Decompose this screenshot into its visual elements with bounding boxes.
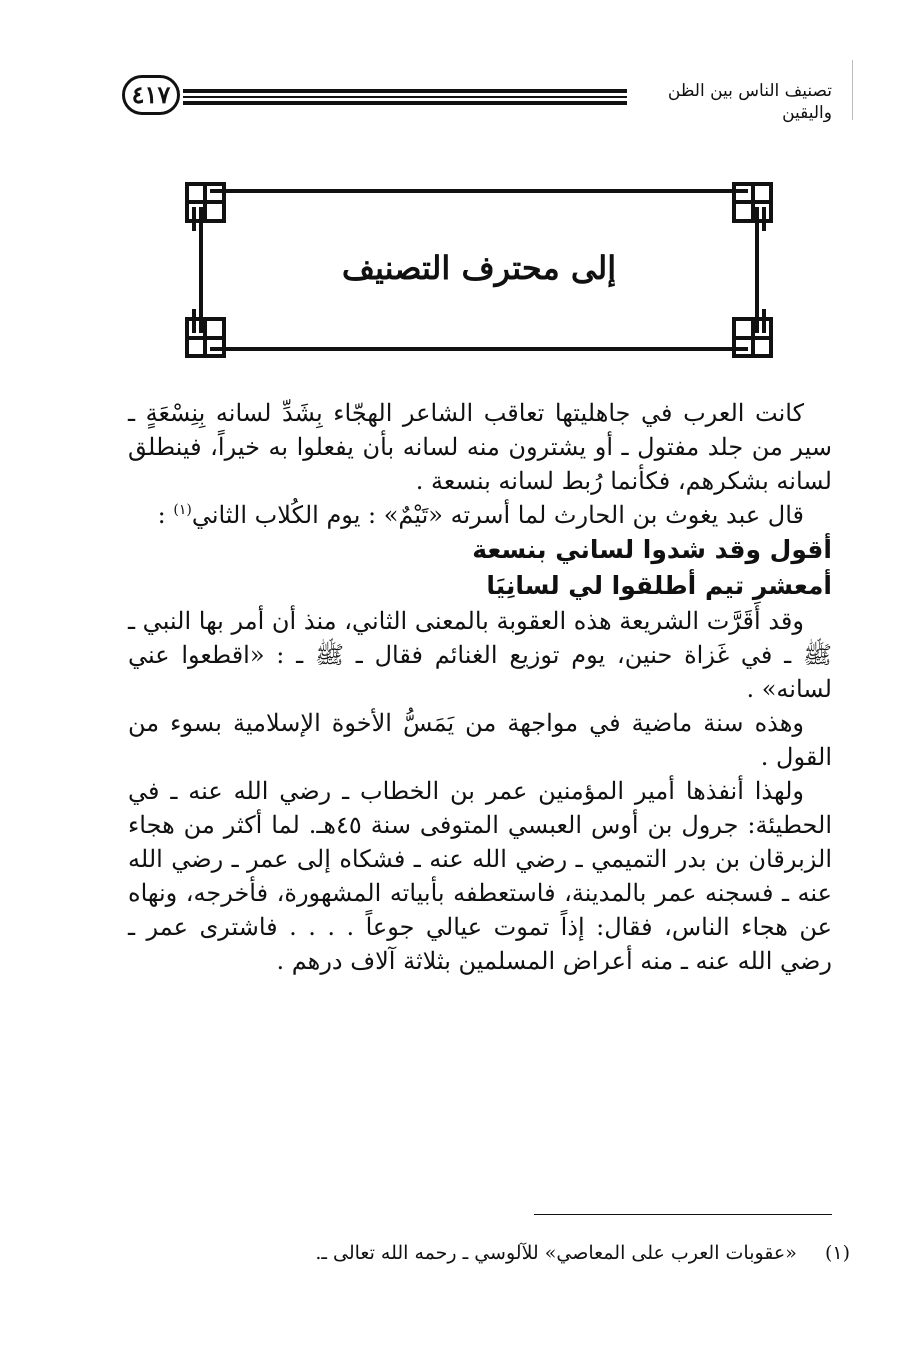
paragraph-colon: : [157,501,166,529]
paragraph: كانت العرب في جاهليتها تعاقب الشاعر الهجّاء بِشَدِّ لسانه بِنِسْعَةٍ ـ سير من جلد مفتول ـ أو يشترون منه لسانه بأن يفعلوا به خيراً، فينطلق لسانه بشكرهم، فكأنما رُبط لسانه بنسعة . [128,399,832,495]
footnote [200,1240,850,1266]
paragraph: ولهذا أنفذها أمير المؤمنين عمر بن الخطاب ـ رضي الله عنه ـ في الحطيئة: جرول بن أوس العبسي المتوفى سنة ٤٥هـ. لما أكثر من هجاء الزبرقان بن بدر التميمي ـ رضي الله عنه ـ فشكاه إلى عمر ـ رضي الله عنه ـ فسجنه عمر بالمدينة، فاستعطفه بأبياته المشهورة، فأخرجه، ونهاه عن هجاء الناس، فقال: إذاً تموت عيالي جوعاً . . . . فاشترى عمر ـ رضي الله عنه ـ منه أعراض المسلمين بثلاثة آلاف درهم . [128,777,833,975]
header-rule [183,89,627,93]
body-text [128,396,832,978]
footnote-separator [534,1214,832,1215]
paragraph-text: قال عبد يغوث بن الحارث لما أسرته «تَيْمٌ» : يوم الكُلاب الثاني [191,501,804,529]
chapter-title: إلى محترف التصنيف [341,249,617,287]
verse-line: أقول وقد شدوا لساني بنسعة [472,535,832,564]
paragraph: وقد أَقَرَّت الشريعة هذه العقوبة بالمعنى الثاني، منذ أن أمر بها النبي ـ ﷺ ـ في غَزاة حنين، يوم توزيع الغنائم فقال ـ ﷺ ـ : «اقطعوا عني لسانه» . [128,607,832,703]
footnote-text: «عقوبات العرب على المعاصي» للآلوسي ـ رحمه الله تعالى ـ. [315,1242,797,1264]
verse-line: أمعشر تيم أطلقوا لي لسانِيَا [486,571,832,600]
paragraph [128,498,832,532]
header-rule [183,101,627,105]
chapter-title-frame [184,181,774,359]
margin-mark [852,60,853,120]
footnote-number: (١) [824,1242,850,1264]
page-number: ٤١٧ [122,75,180,115]
paragraph: وهذه سنة ماضية في مواجهة من يَمَسُّ الأخوة الإسلامية بسوء من القول . [128,709,832,771]
running-title: تصنيف الناس بين الظن واليقين [667,81,832,123]
footnote-reference: (١) [173,502,192,518]
header-rule [183,96,627,98]
